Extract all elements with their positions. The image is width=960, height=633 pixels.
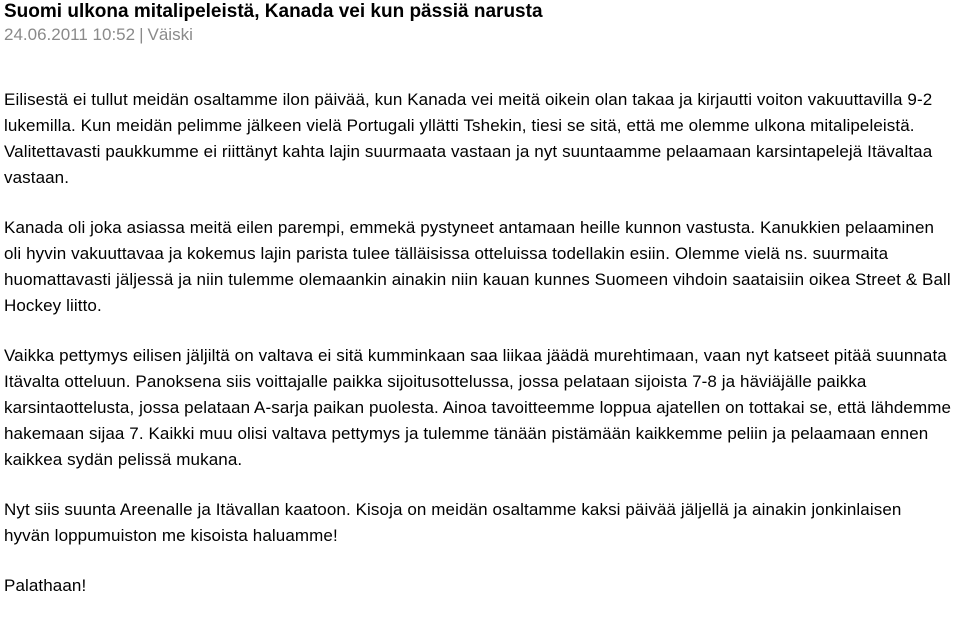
post-date: 24.06.2011 10:52 <box>4 25 136 44</box>
paragraph-2: Kanada oli joka asiassa meitä eilen parempi, emmekä pystyneet antamaan heille kunnon vastusta. Kanukkien pelaaminen oli hyvin vakuuttavaa ja kokemus lajin parista tulee tälläisissa otteluissa todellakin esiin. Olemme vielä ns. suurmaita huomattavasti jäljessä ja niin tulemme olemaankin ainakin niin kauan kunnes Suomeen vihdoin saataisiin oikea Street & Ball Hockey liitto. <box>4 218 951 315</box>
paragraph-1: Eilisestä ei tullut meidän osaltamme ilon päivää, kun Kanada vei meitä oikein olan takaa ja kirjautti voiton vakuuttavilla 9-2 lukemilla. Kun meidän pelimme jälkeen vielä Portugali yllätti Tshekin, tiesi se sitä, että me olemme ulkona mitalipeleistä. Valitettavasti paukkumme ei riittänyt kahta lajin suurmaata vastaan ja nyt suuntaamme pelaamaan karsintapelejä Itävaltaa vastaan. <box>4 90 933 187</box>
paragraph-5: Palathaan! <box>4 576 87 595</box>
article-meta <box>4 24 952 46</box>
article-title: Suomi ulkona mitalipeleistä, Kanada vei kun pässiä narusta <box>4 1 543 22</box>
paragraph-3: Vaikka pettymys eilisen jäljiltä on valtava ei sitä kumminkaan saa liikaa jäädä murehtimaan, vaan nyt katseet pitää suunnata Itävalta otteluun. Panoksena siis voittajalle paikka sijoitusottelussa, jossa pelataan sijoista 7-8 ja häviäjälle paikka karsintaottelusta, jossa pelataan A-sarja paikan puolesta. Ainoa tavoitteemme loppua ajatellen on tottakai se, että lähdemme hakemaan sijaa 7. Kaikki muu olisi valtava pettymys ja tulemme tänään pistämään kaikkemme peliin ja pelaamaan ennen kaikkea sydän pelissä mukana. <box>4 346 952 469</box>
paragraph-4: Nyt siis suunta Areenalle ja Itävallan kaatoon. Kisoja on meidän osaltamme kaksi päivää jäljellä ja ainakin jonkinlaisen hyvän loppumuiston me kisoista haluamme! <box>4 500 902 545</box>
post-author: Väiski <box>147 25 193 44</box>
meta-separator: | <box>139 25 144 44</box>
